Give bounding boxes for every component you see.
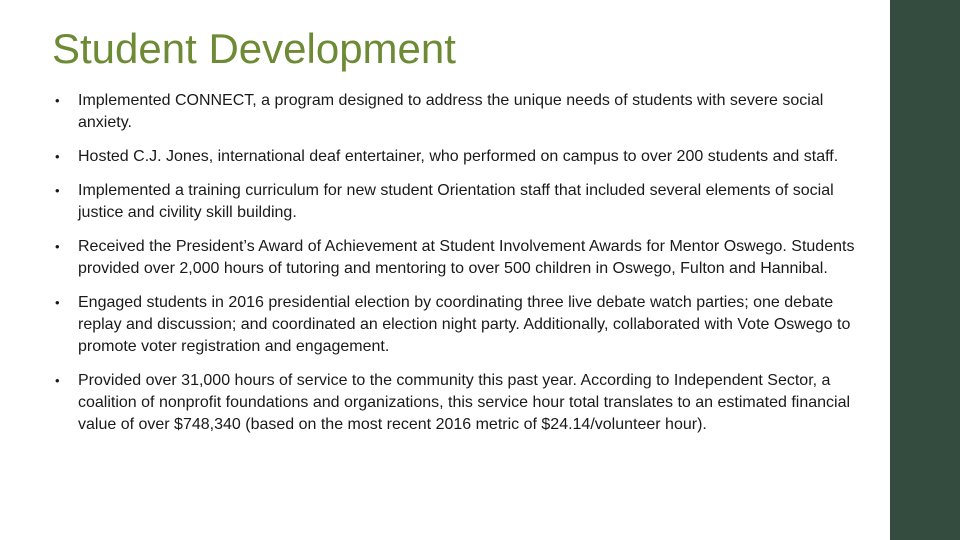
bullet-item <box>55 146 855 168</box>
side-accent-bar <box>890 0 960 540</box>
slide-title: Student Development <box>52 25 456 72</box>
bullet-dot-icon: • <box>55 239 60 254</box>
bullet-text: Implemented CONNECT, a program designed to address the unique needs of students with severe social anxiety. <box>78 92 824 131</box>
bullet-item <box>55 370 855 436</box>
bullet-text: Hosted C.J. Jones, international deaf entertainer, who performed on campus to over 200 students and staff. <box>78 148 839 165</box>
bullet-dot-icon: • <box>55 373 60 388</box>
bullet-item <box>55 236 855 280</box>
bullet-item <box>55 292 855 358</box>
bullet-dot-icon: • <box>55 149 60 164</box>
bullet-list <box>55 90 855 436</box>
bullet-item <box>55 90 855 134</box>
bullet-dot-icon: • <box>55 93 60 108</box>
bullet-item <box>55 180 855 224</box>
bullet-text: Engaged students in 2016 presidential election by coordinating three live debate watch parties; one debate replay and discussion; and coordinated an election night party. Additionally, collaborated with Vote Oswego to promote voter registration and engagement. <box>78 294 851 355</box>
bullet-text: Implemented a training curriculum for new student Orientation staff that included several elements of social justice and civility skill building. <box>78 182 834 221</box>
bullet-text: Provided over 31,000 hours of service to the community this past year. According to Independent Sector, a coalition of nonprofit foundations and organizations, this service hour total translates to an estimated financial value of over $748,340 (based on the most recent 2016 metric of $24.14/volunteer hour). <box>78 372 851 433</box>
bullet-dot-icon: • <box>55 295 60 310</box>
bullet-text: Received the President’s Award of Achievement at Student Involvement Awards for Mentor Oswego. Students provided over 2,000 hours of tutoring and mentoring to over 500 children in Oswego, Fulton and Hannibal. <box>78 238 855 277</box>
bullet-dot-icon: • <box>55 183 60 198</box>
